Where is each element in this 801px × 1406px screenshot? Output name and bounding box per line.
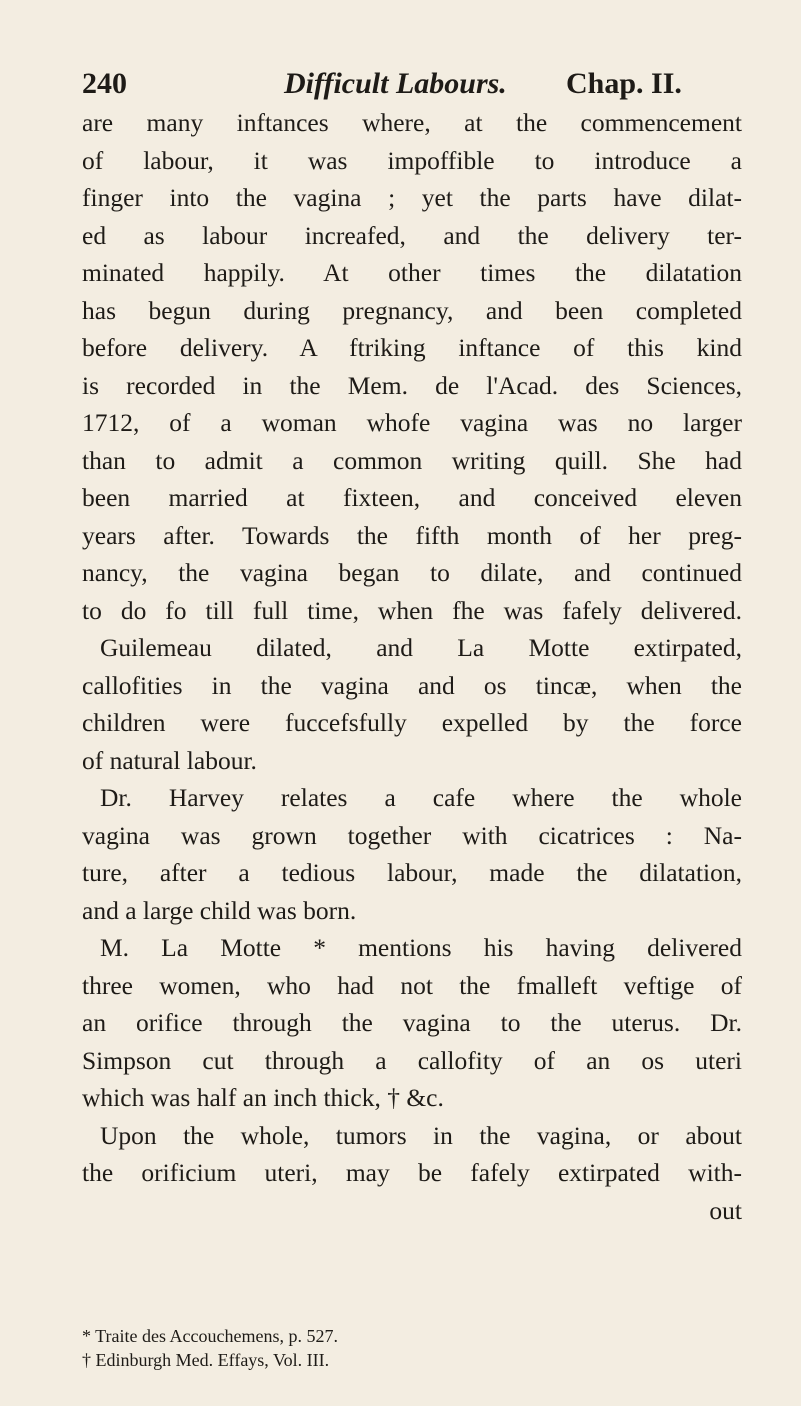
text-line: an orifice through the vagina to the uterus. Dr. [82,1008,742,1037]
text-line: than to admit a common writing quill. She had [82,445,742,475]
text-line: finger into the vagina ; yet the parts have dilat- [82,183,742,212]
text-line: Dr. Harvey relates a cafe where the whole [100,783,742,812]
text-line: M. La Motte * mentions his having delivered [100,933,742,962]
text-line: nancy, the vagina began to dilate, and continued [82,558,742,587]
text-line: the orificium uteri, may be fafely extirpated with- [82,1158,742,1187]
text-line: are many inftances where, at the commencement [82,108,742,137]
text-line: of labour, it was impoffible to introduce a [82,145,742,175]
running-title: Difficult Labours. [284,67,507,100]
text-line: ture, after a tedious labour, made the dilatation, [82,858,742,887]
text-line: Simpson cut through a callofity of an os uteri [82,1045,742,1075]
text-line: Upon the whole, tumors in the vagina, or about [100,1120,742,1150]
text-line: minated happily. At other times the dilatation [82,258,742,287]
page-number: 240 [82,67,127,100]
text-line: Guilemeau dilated, and La Motte extirpated, [100,633,742,662]
text-line: three women, who had not the fmalleft veftige of [82,970,742,1000]
text-line: 1712, of a woman whofe vagina was no larger [82,408,742,437]
chapter-label: Chap. II. [566,67,682,100]
body-text [82,104,742,1229]
text-line: and a large child was born. [82,895,357,925]
catchword: out [709,1195,742,1225]
footnotes [82,1324,742,1372]
text-line: callofities in the vagina and os tincæ, when the [82,670,742,700]
text-line: children were fuccefsfully expelled by the force [82,708,742,737]
text-line: years after. Towards the fifth month of her preg- [82,520,742,550]
text-line: vagina was grown together with cicatrices : Na- [82,820,742,850]
footnote: † Edinburgh Med. Effays, Vol. III. [82,1350,330,1370]
text-line: which was half an inch thick, † &c. [82,1083,444,1112]
text-line: ed as labour increafed, and the delivery ter- [82,220,742,250]
text-line: is recorded in the Mem. de l'Acad. des Sciences, [82,370,742,400]
text-line: to do fo till full time, when fhe was fafely delivered. [82,595,742,625]
footnote: * Traite des Accouchemens, p. 527. [82,1326,338,1346]
text-line: been married at fixteen, and conceived eleven [82,483,742,512]
text-line: of natural labour. [82,745,257,775]
running-header [82,64,742,104]
text-line: has begun during pregnancy, and been completed [82,295,742,325]
text-line: before delivery. A ftriking inftance of this kind [82,333,742,362]
